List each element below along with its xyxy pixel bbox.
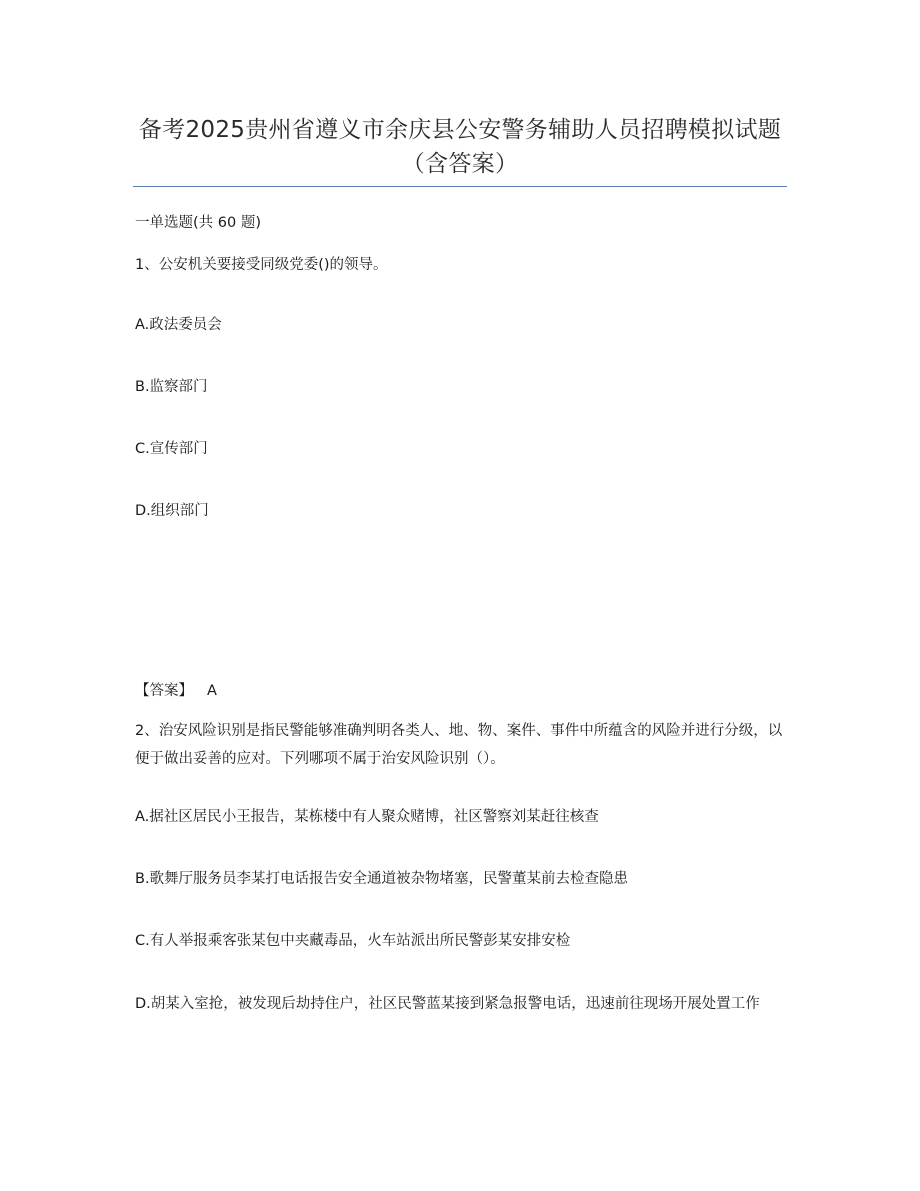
answer-label: 【答案】 — [135, 683, 193, 699]
question-2-option-a: A.据社区居民小王报告，某栋楼中有人聚众赌博，社区警察刘某赶往核查 — [135, 809, 599, 825]
question-2-option-b: B.歌舞厅服务员李某打电话报告安全通道被杂物堵塞，民警董某前去检查隐患 — [135, 871, 629, 887]
section-heading: 一单选题(共 60 题) — [135, 215, 261, 231]
document-title: 备考2025贵州省遵义市余庆县公安警务辅助人员招聘模拟试题（含答案） — [138, 117, 782, 177]
question-2-option-d: D.胡某入室抢，被发现后劫持住户，社区民警蓝某接到紧急报警电话，迅速前往现场开展处置工作 — [135, 996, 760, 1012]
question-2-option-c: C.有人举报乘客张某包中夹藏毒品，火车站派出所民警彭某安排安检 — [135, 933, 571, 949]
question-2-stem: 2、治安风险识别是指民警能够准确判明各类人、地、物、案件、事件中所蕴含的风险并进行分级，以便于做出妥善的应对。下列哪项不属于治安风险识别（）。 — [135, 723, 783, 767]
question-1-answer — [135, 681, 217, 701]
question-1-option-a: A.政法委员会 — [135, 317, 222, 333]
question-1-option-c: C.宣传部门 — [135, 441, 208, 457]
question-1-option-b: B.监察部门 — [135, 379, 208, 395]
question-1-option-d: D.组织部门 — [135, 503, 209, 519]
title-divider — [133, 186, 787, 187]
answer-value: A — [207, 683, 217, 699]
question-1-stem: 1、公安机关要接受同级党委()的领导。 — [135, 257, 388, 273]
